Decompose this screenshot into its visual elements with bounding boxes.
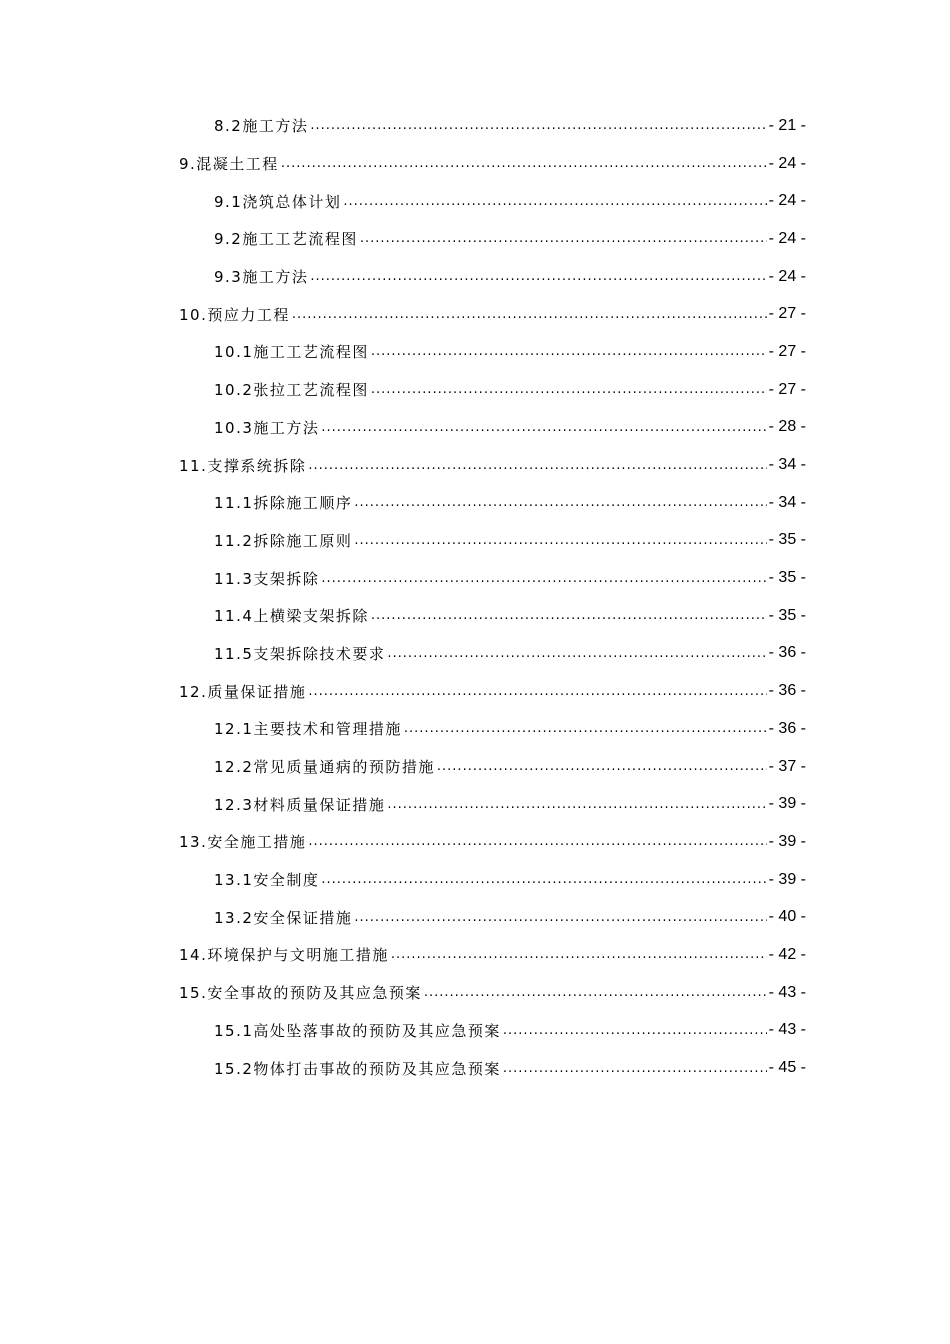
toc-entry-page: - 34 - — [768, 493, 806, 511]
toc-entry-page: - 39 - — [768, 870, 806, 888]
toc-entry-page: - 27 - — [768, 380, 806, 398]
toc-entry[interactable] — [0, 936, 950, 974]
toc-entry[interactable] — [0, 220, 950, 258]
toc-entry-title: 10.3施工方法 — [214, 418, 320, 437]
toc-entry[interactable] — [0, 295, 950, 333]
toc-leader-dots — [292, 307, 767, 322]
toc-entry-title: 12.1主要技术和管理措施 — [214, 720, 402, 739]
toc-entry-title: 10.1施工工艺流程图 — [214, 343, 369, 362]
toc-entry-title: 8.2施工方法 — [214, 117, 309, 136]
toc-entry-title: 9.混凝土工程 — [179, 155, 279, 174]
toc-entry[interactable] — [0, 484, 950, 522]
toc-leader-dots — [354, 910, 766, 925]
toc-entry-page: - 28 - — [768, 418, 806, 436]
toc-entry-page: - 34 - — [768, 456, 806, 474]
toc-entry[interactable] — [0, 974, 950, 1012]
toc-entry-title: 11.5支架拆除技术要求 — [214, 644, 386, 663]
toc-leader-dots — [354, 495, 766, 510]
toc-entry[interactable] — [0, 1049, 950, 1087]
toc-entry-title: 13.安全施工措施 — [179, 833, 307, 852]
toc-entry-title: 15.安全事故的预防及其应急预案 — [179, 984, 422, 1003]
toc-leader-dots — [321, 872, 766, 887]
toc-entry-title: 9.2施工工艺流程图 — [214, 230, 358, 249]
toc-entry[interactable] — [0, 748, 950, 786]
toc-entry-title: 11.支撑系统拆除 — [179, 456, 307, 475]
toc-leader-dots — [354, 533, 766, 548]
toc-entry[interactable] — [0, 409, 950, 447]
toc-entry[interactable] — [0, 898, 950, 936]
toc-entry[interactable] — [0, 1012, 950, 1050]
toc-entry[interactable] — [0, 333, 950, 371]
toc-entry-page: - 27 - — [768, 342, 806, 360]
toc-entry[interactable] — [0, 371, 950, 409]
toc-entry-page: - 45 - — [768, 1059, 806, 1077]
toc-entry-title: 14.环境保护与文明施工措施 — [179, 946, 389, 965]
toc-entry-title: 11.2拆除施工原则 — [214, 531, 353, 550]
toc-entry-page: - 40 - — [768, 908, 806, 926]
toc-entry-page: - 43 - — [768, 983, 806, 1001]
toc-entry-page: - 43 - — [768, 1021, 806, 1039]
toc-leader-dots — [321, 571, 766, 586]
toc-leader-dots — [503, 1061, 767, 1076]
toc-leader-dots — [321, 420, 766, 435]
toc-entry-page: - 35 - — [768, 531, 806, 549]
toc-entry-page: - 27 - — [768, 305, 806, 323]
toc-entry[interactable] — [0, 710, 950, 748]
toc-leader-dots — [387, 797, 766, 812]
toc-entry[interactable] — [0, 107, 950, 145]
toc-entry-title: 13.1安全制度 — [214, 871, 320, 890]
toc-entry-title: 10.2张拉工艺流程图 — [214, 381, 369, 400]
toc-entry-page: - 36 - — [768, 644, 806, 662]
toc-entry[interactable] — [0, 559, 950, 597]
toc-entry-title: 9.1浇筑总体计划 — [214, 192, 342, 211]
toc-entry[interactable] — [0, 785, 950, 823]
table-of-contents — [0, 107, 950, 1087]
toc-entry-page: - 24 - — [768, 267, 806, 285]
toc-entry[interactable] — [0, 258, 950, 296]
toc-leader-dots — [371, 382, 767, 397]
toc-entry-title: 11.3支架拆除 — [214, 569, 320, 588]
toc-entry-page: - 21 - — [768, 116, 806, 134]
toc-leader-dots — [308, 458, 766, 473]
toc-leader-dots — [404, 721, 767, 736]
toc-entry-page: - 24 - — [768, 229, 806, 247]
toc-leader-dots — [310, 269, 766, 284]
toc-entry-title: 10.预应力工程 — [179, 305, 290, 324]
toc-entry[interactable] — [0, 861, 950, 899]
toc-entry[interactable] — [0, 597, 950, 635]
toc-entry-title: 11.1拆除施工顺序 — [214, 494, 353, 513]
toc-leader-dots — [437, 759, 767, 774]
toc-entry-title: 12.3材料质量保证措施 — [214, 795, 386, 814]
toc-entry-title: 15.1高处坠落事故的预防及其应急预案 — [214, 1021, 501, 1040]
toc-entry[interactable] — [0, 145, 950, 183]
toc-entry-title: 11.4上横梁支架拆除 — [214, 607, 369, 626]
toc-entry[interactable] — [0, 522, 950, 560]
toc-entry-title: 9.3施工方法 — [214, 268, 309, 287]
toc-entry[interactable] — [0, 182, 950, 220]
toc-leader-dots — [387, 646, 766, 661]
toc-entry[interactable] — [0, 635, 950, 673]
toc-entry-title: 13.2安全保证措施 — [214, 908, 353, 927]
toc-entry-title: 12.质量保证措施 — [179, 682, 307, 701]
toc-leader-dots — [308, 834, 766, 849]
toc-leader-dots — [360, 231, 767, 246]
toc-leader-dots — [503, 1023, 767, 1038]
toc-entry[interactable] — [0, 672, 950, 710]
toc-leader-dots — [343, 194, 766, 209]
toc-leader-dots — [371, 344, 767, 359]
toc-entry-page: - 24 - — [768, 154, 806, 172]
toc-entry-page: - 36 - — [768, 682, 806, 700]
toc-entry-title: 15.2物体打击事故的预防及其应急预案 — [214, 1059, 501, 1078]
toc-entry-page: - 35 - — [768, 569, 806, 587]
toc-entry-page: - 35 - — [768, 606, 806, 624]
toc-entry[interactable] — [0, 823, 950, 861]
toc-leader-dots — [310, 118, 766, 133]
toc-leader-dots — [281, 156, 767, 171]
toc-entry-page: - 37 - — [768, 757, 806, 775]
toc-leader-dots — [308, 684, 766, 699]
toc-entry-page: - 24 - — [768, 192, 806, 210]
toc-entry-page: - 39 - — [768, 832, 806, 850]
toc-entry-page: - 36 - — [768, 719, 806, 737]
toc-leader-dots — [424, 985, 767, 1000]
toc-leader-dots — [371, 608, 767, 623]
toc-entry[interactable] — [0, 446, 950, 484]
toc-entry-page: - 42 - — [768, 945, 806, 963]
toc-leader-dots — [391, 947, 767, 962]
toc-entry-page: - 39 - — [768, 795, 806, 813]
toc-entry-title: 12.2常见质量通病的预防措施 — [214, 758, 435, 777]
